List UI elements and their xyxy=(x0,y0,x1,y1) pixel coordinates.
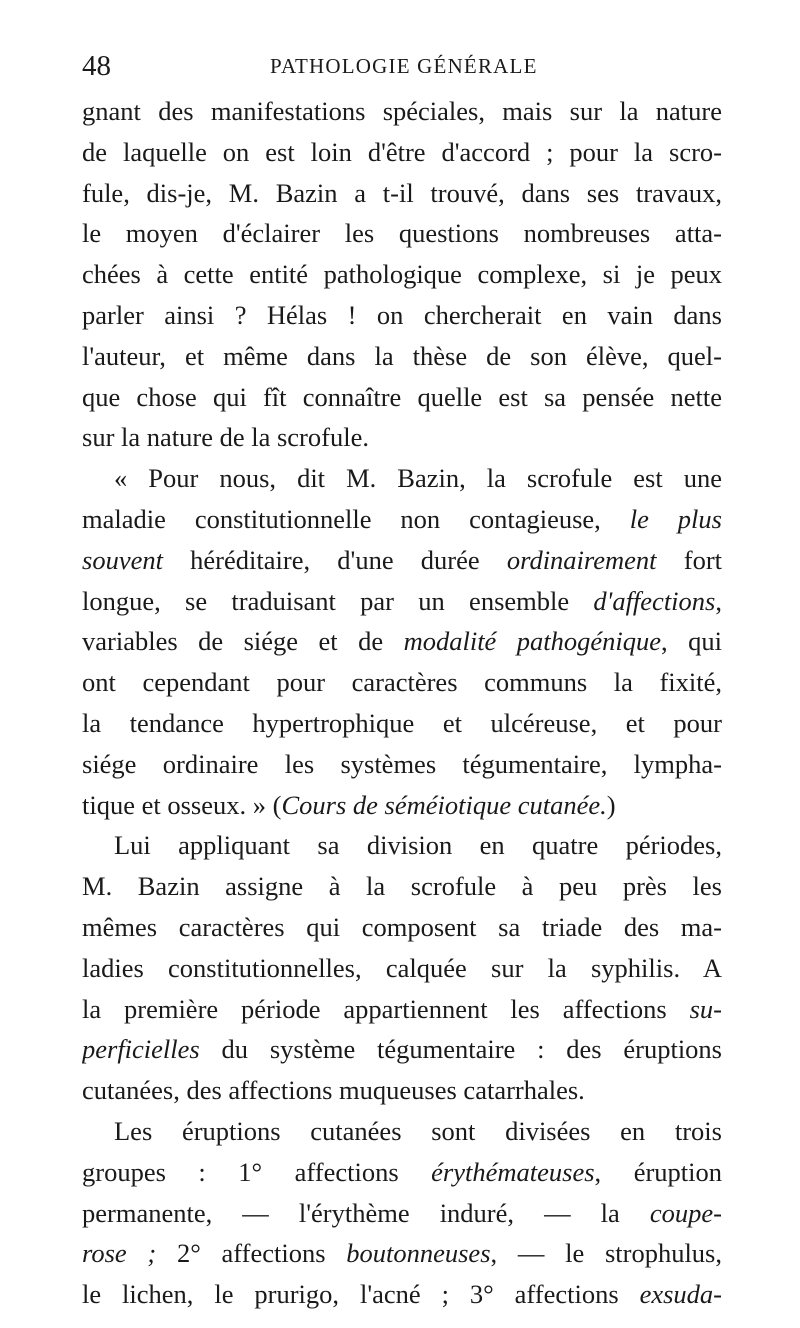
text-line xyxy=(82,417,722,458)
text-line xyxy=(82,1029,722,1070)
text-line xyxy=(82,1233,722,1274)
text-segment: que chose qui fît connaître quelle est sa pensée nette xyxy=(82,381,722,412)
text-line xyxy=(82,744,722,785)
text-segment: longue, se traduisant par un ensemble xyxy=(82,585,594,616)
text-line xyxy=(82,703,722,744)
italic-text: su- xyxy=(689,993,722,1024)
text-segment: M. Bazin assigne à la scrofule à peu près les xyxy=(82,871,722,902)
text-segment: sur la nature de la scrofule. xyxy=(82,422,369,453)
text-line xyxy=(82,540,722,581)
text-segment: , qui xyxy=(661,626,722,657)
text-segment: héréditaire, d'une durée xyxy=(162,544,507,575)
page-header xyxy=(82,46,722,86)
italic-text: exsuda- xyxy=(639,1279,722,1310)
italic-text: ordinairement xyxy=(506,544,657,575)
text-segment: permanente, — l'érythème induré, — la xyxy=(82,1197,650,1228)
text-segment: du système tégumentaire : des éruptions xyxy=(199,1034,722,1065)
text-segment: la tendance hypertrophique et ulcéreuse, et pour xyxy=(82,707,722,738)
text-segment: , éruption xyxy=(594,1156,722,1187)
text-line xyxy=(82,173,722,214)
text-line xyxy=(82,213,722,254)
text-line xyxy=(82,254,722,295)
text-segment: , xyxy=(715,585,722,616)
text-segment: l'auteur, et même dans la thèse de son élève, quel- xyxy=(82,340,722,371)
text-segment: chées à cette entité pathologique complexe, si je peux xyxy=(82,259,722,290)
text-segment: parler ainsi ? Hélas ! on chercherait en vain dans xyxy=(82,299,722,330)
italic-text: Cours de séméiotique cutanée. xyxy=(281,789,607,820)
text-line xyxy=(82,907,722,948)
text-segment: variables de siége et de xyxy=(82,626,404,657)
text-segment: mêmes caractères qui composent sa triade des ma- xyxy=(82,911,722,942)
text-segment: gnant des manifestations spéciales, mais sur la nature xyxy=(82,96,722,126)
text-segment: cutanées, des affections muqueuses catarrhales. xyxy=(82,1075,585,1106)
text-segment: « Pour nous, dit M. Bazin, la scrofule est une xyxy=(114,463,722,494)
italic-text: perficielles xyxy=(82,1034,200,1065)
text-segment: le moyen d'éclairer les questions nombreuses atta- xyxy=(82,218,722,249)
text-segment: siége ordinaire les systèmes tégumentaire, lympha- xyxy=(82,748,722,779)
text-segment: , — le strophulus, xyxy=(490,1238,722,1269)
text-line xyxy=(82,1111,722,1152)
text-line xyxy=(82,499,722,540)
italic-text: boutonneuses xyxy=(346,1238,491,1269)
text-segment: la première période appartiennent les affections xyxy=(82,993,690,1024)
text-line xyxy=(82,621,722,662)
text-line xyxy=(82,662,722,703)
text-line xyxy=(82,458,722,499)
text-line xyxy=(82,1152,722,1193)
text-segment: ont cependant pour caractères communs la fixité, xyxy=(82,667,722,698)
text-line xyxy=(82,295,722,336)
page-number: 48 xyxy=(82,50,111,82)
italic-text: coupe- xyxy=(649,1197,722,1228)
text-line xyxy=(82,1070,722,1111)
text-line xyxy=(82,948,722,989)
italic-text: rose ; xyxy=(82,1238,157,1269)
text-segment: fort xyxy=(656,544,722,575)
text-line xyxy=(82,866,722,907)
text-segment: de laquelle on est loin d'être d'accord ; pour la scro- xyxy=(82,136,722,167)
text-line xyxy=(82,1274,722,1315)
text-line xyxy=(82,785,722,826)
italic-text: le plus xyxy=(629,503,722,534)
text-segment: ) xyxy=(606,789,616,820)
text-segment: ladies constitutionnelles, calquée sur la syphilis. A xyxy=(82,952,722,983)
text-segment: groupes : 1° affections xyxy=(82,1156,432,1187)
italic-text: modalité pathogénique xyxy=(403,626,662,657)
italic-text: érythémateuses xyxy=(431,1156,595,1187)
italic-text: souvent xyxy=(82,544,163,575)
text-segment: fule, dis-je, M. Bazin a t-il trouvé, dans ses travaux, xyxy=(82,177,722,208)
text-line xyxy=(82,91,722,132)
text-line xyxy=(82,377,722,418)
text-segment: Lui appliquant sa division en quatre périodes, xyxy=(114,830,722,861)
text-segment: tique et osseux. » ( xyxy=(82,789,282,820)
text-line xyxy=(82,132,722,173)
text-segment: 2° affections xyxy=(156,1238,347,1269)
italic-text: d'affections xyxy=(593,585,716,616)
text-line xyxy=(82,336,722,377)
body-text xyxy=(82,91,722,1315)
text-segment: maladie constitutionnelle non contagieuse, xyxy=(82,503,630,534)
text-line xyxy=(82,581,722,622)
text-segment: le lichen, le prurigo, l'acné ; 3° affections xyxy=(82,1279,640,1310)
running-title: PATHOLOGIE GÉNÉRALE xyxy=(270,54,538,78)
text-line xyxy=(82,989,722,1030)
text-line xyxy=(82,1193,722,1234)
text-line xyxy=(82,825,722,866)
text-segment: Les éruptions cutanées sont divisées en trois xyxy=(114,1115,722,1146)
